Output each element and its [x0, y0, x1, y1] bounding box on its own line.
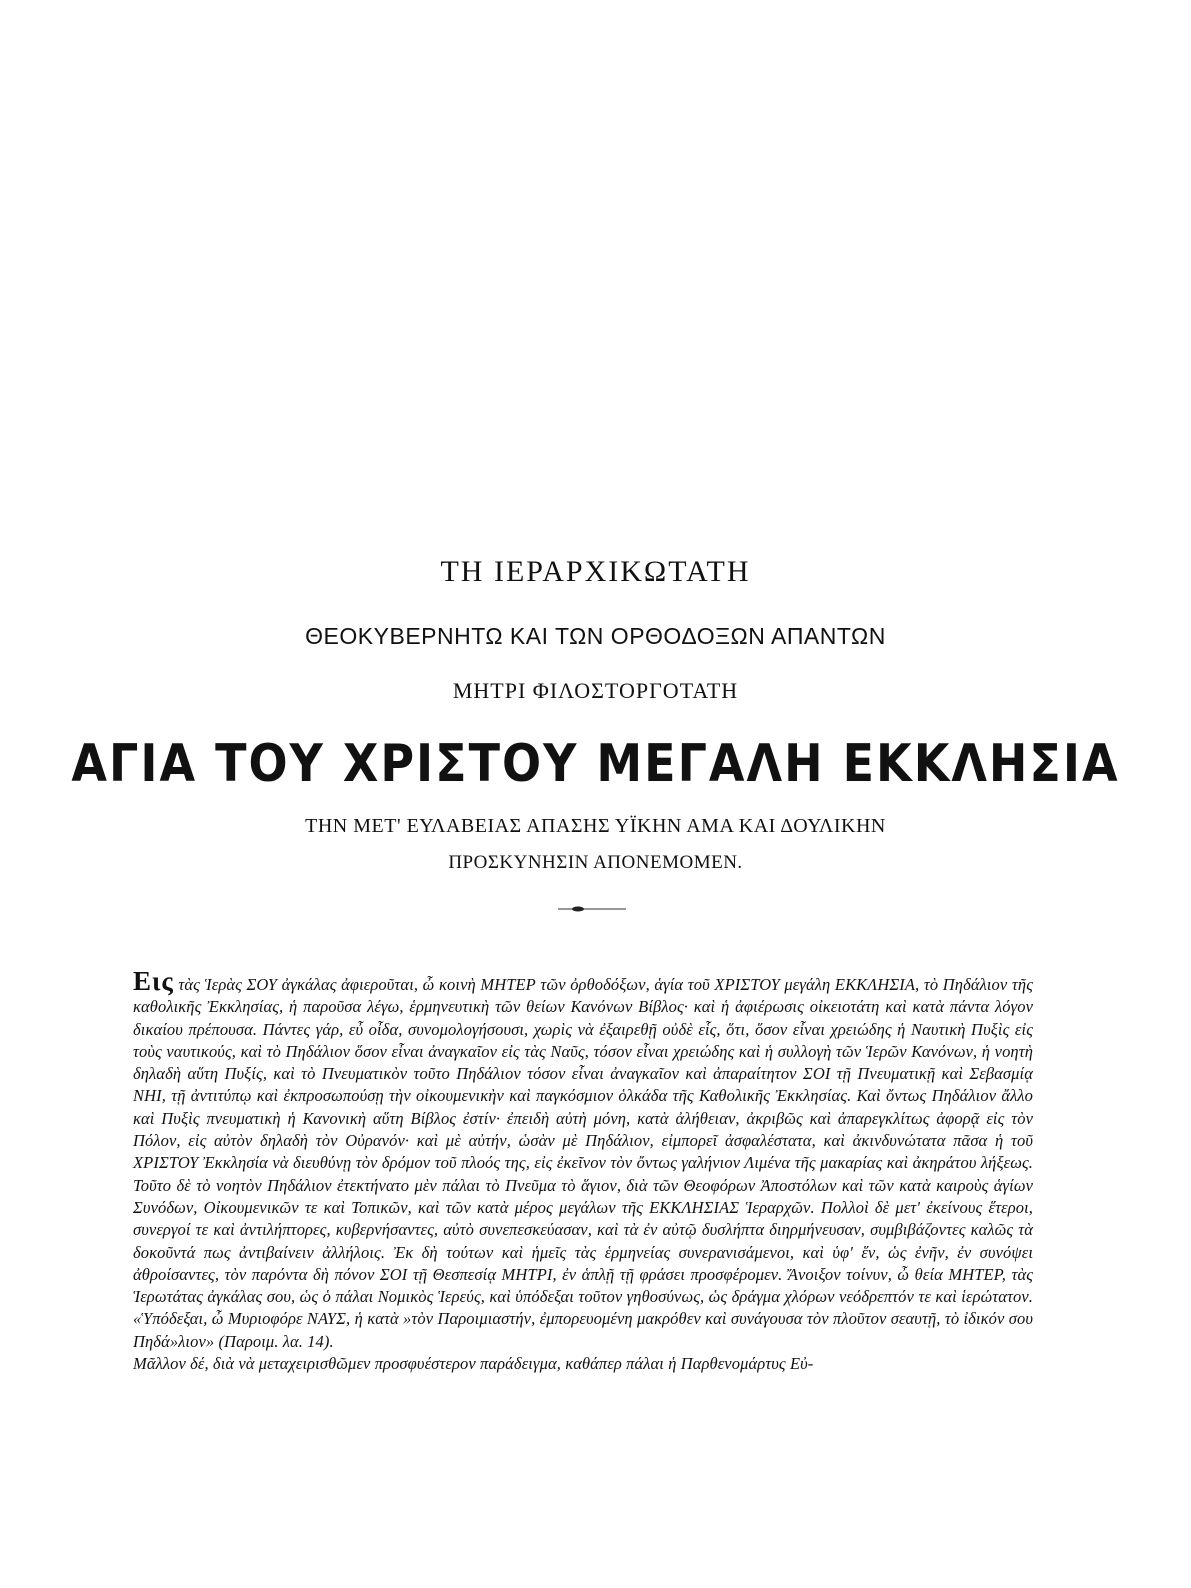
drop-cap: Εις	[133, 966, 174, 996]
dedication-line-5: ΤΗΝ ΜΕΤ' ΕΥΛΑΒΕΙΑΣ ΑΠΑΣΗΣ ΥΪΚΗΝ ΑΜΑ ΚΑΙ ΔΟΥΛΙΚΗΝ	[305, 815, 886, 837]
dedication-heading: ΑΓΙΑ ΤΟΥ ΧΡΙΣΤΟΥ ΜΕΓΑΛΗ ΕΚΚΛΗΣΙΑ	[71, 732, 1120, 794]
dedication-line-3: ΜΗΤΡΙ ΦΙΛΟΣΤΟΡΓΟΤΑΤΗ	[452, 678, 739, 703]
paragraph-2: Μᾶλλον δέ, διὰ νὰ μεταχειρισθῶμεν προσφυέστερον παράδειγμα, καθάπερ πάλαι ἡ Παρθενομάρτυς Εὐ-	[133, 1354, 814, 1374]
paragraph-1-text: τὰς Ἱερὰς ΣΟΥ ἀγκάλας ἀφιεροῦται, ὦ κοινὴ ΜΗΤΕΡ τῶν ὀρθοδόξων, ἁγία τοῦ ΧΡΙΣΤΟΥ μεγάλη ΕΚΚΛΗΣΙΑ, τὸ Πηδάλιον τῆς καθολικῆς Ἐκκλησίας, ἡ παροῦσα λέγω, ἑρμηνευτικὴ τῶν θείων Κανόνων Βίβλος· καὶ ἡ ἀφιέρωσις οἰκειοτάτη καὶ κατὰ πάντα λόγον δικαίου πρέπουσα. Πάντες γάρ, εὖ οἶδα, συνομολογήσουσι, χωρὶς νὰ ἐξαιρεθῇ οὐδὲ εἷς, ὅτι, ὅσον εἶναι χρειώδης ἡ Ναυτικὴ Πυξὶς εἰς τοὺς ναυτικούς, καὶ τὸ Πηδάλιον ὅσον εἶναι ἀναγκαῖον εἰς τὰς Ναῦς, τόσον εἶναι χρειώδης καὶ ἡ συλλογὴ τῶν Ἱερῶν Κανόνων, ἡ νοητὴ δηλαδὴ αὕτη Πυξίς, καὶ τὸ Πνευματικὸν τοῦτο Πηδάλιον τόσον εἶναι ἀναγκαῖον καὶ ἀπαραίτητον ΣΟΙ τῇ Πνευματικῇ καὶ Σεβασμίᾳ ΝΗΙ, τῇ ἀντιτύπῳ καὶ ἐκπροσωπούσῃ τὴν οἰκουμενικὴν καὶ παγκόσμιον ὁλκάδα τῆς Καθολικῆς Ἐκκλησίας. Καὶ ὄντως Πηδάλιον ἄλλο καὶ Πυξὶς πνευματικὴ ἡ Κανονικὴ αὕτη Βίβλος ἐστίν· ἐπειδὴ αὐτὴ μόνη, κατὰ ἀλήθειαν, ἀκριβῶς καὶ ἀπαρεγκλίτως ἀφορᾷ εἰς τὸν Πόλον, εἰς αὐτὸν δηλαδὴ τὸν Οὐρανόν· καὶ μὲ αὐτήν, ὡσὰν μὲ Πηδάλιον, εἰμπορεῖ ἀσφαλέστατα, καὶ ἀκινδυνώτατα πᾶσα ἡ τοῦ ΧΡΙΣΤΟΥ Ἐκκλησία νὰ διευθύνῃ τὸν δρόμον τοῦ πλοός της, εἰς ἐκεῖνον τὸν ὄντως γαλήνιον Λιμένα τῆς μακαρίας καὶ ἀκηράτου λήξεως. Τοῦτο δὲ τὸ νοητὸν Πηδάλιον ἐτεκτήνατο μὲν πάλαι τὸ Πνεῦμα τὸ ἅγιον, διὰ τῶν Θεοφόρων Ἀποστόλων καὶ τῶν κατὰ καιροὺς ἁγίων Συνόδων, Οἰκουμενικῶν τε καὶ Τοπικῶν, καὶ τῶν κατὰ μέρος μεγάλων τῆς ΕΚΚΛΗΣΙΑΣ Ἱεραρχῶν. Πολλοὶ δὲ μετ' ἐκείνους ἕτεροι, συνεργοί τε καὶ ἀντιλήπτορες, κυβερνήσαντες, αὐτὸ συνεπεσκεύασαν, καὶ τὰ ἐν αὐτῷ δυσλήπτα διηρμήνευσαν, συμβιβάζοντες καλῶς τὰ δοκοῦντά πως ἀντιβαίνειν ἀλλήλοις. Ἐκ δὴ τούτων καὶ ἡμεῖς τὰς ἑρμηνείας συνερανισάμενοι, καὶ ὑφ' ἕν, ὡς ἐνῆν, ἐν συνόψει ἀθροίσαντες, τὸν παρόντα δὴ πόνον ΣΟΙ τῇ Θεσπεσίᾳ ΜΗΤΡΙ, ἐν ἁπλῇ τῇ φράσει προσφέρομεν. Ἄνοιξον τοίνυν, ὦ θεία ΜΗΤΕΡ, τὰς Ἱερωτάτας ἀγκάλας σου, ὡς ὁ πάλαι Νομικὸς Ἱερεύς, καὶ ὑπόδεξαι τοῦτον γηθοσύνως, ὡς δράγμα χλόρων νεόδρεπτόν τε καὶ ἱερώτατον. «Ὑπόδεξαι, ὦ Μυριοφόρε ΝΑΥΣ, ἡ κατὰ »τὸν Παροιμιαστήν, ἐμπορευομένη μακρόθεν καὶ συνάγουσα τὸν πλοῦτον σεαυτῇ, τὸ ἰδικόν σου Πηδά»λιον» (Παροιμ. λα. 14).	[133, 975, 1033, 1351]
body-text	[133, 966, 1033, 1375]
dedication-line-2: ΘΕΟΚΥΒΕΡΝΗΤΩ ΚΑΙ ΤΩΝ ΟΡΘΟΔΟΞΩΝ ΑΠΑΝΤΩΝ	[305, 623, 886, 649]
dedication-line-1: ΤΗ ΙΕΡΑΡΧΙΚΩΤΑΤΗ	[440, 555, 751, 588]
dedication-line-6: ΠΡΟΣΚΥΝΗΣΙΝ ΑΠΟΝΕΜΟΜΕΝ.	[448, 852, 743, 873]
ornament-divider	[558, 906, 626, 912]
paragraph-1	[133, 966, 1033, 1353]
